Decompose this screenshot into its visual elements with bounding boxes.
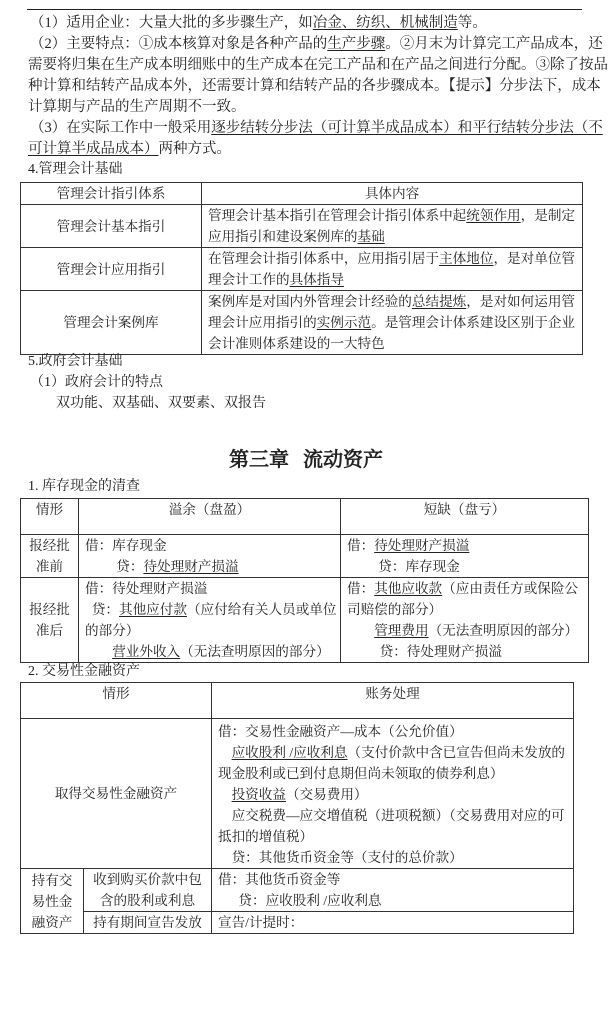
table-row-after-approval bbox=[21, 578, 589, 663]
text-segment: （交易费用） bbox=[285, 787, 368, 802]
sub-case-label bbox=[84, 869, 212, 912]
entry-line bbox=[347, 578, 582, 599]
underlined-term: 营业外收入 bbox=[112, 644, 181, 659]
journal-entry bbox=[212, 869, 574, 912]
content-line bbox=[208, 269, 576, 290]
text-segment: 理会计应用指引的 bbox=[208, 315, 317, 330]
text-segment: 贷：其他货币资金等（支付的总价款） bbox=[231, 850, 463, 865]
entry-line bbox=[85, 556, 334, 577]
text-segment: 贷：待处理财产损溢 bbox=[379, 644, 502, 659]
entry-line bbox=[347, 599, 582, 620]
text-segment: 种计算和结转产品成本外，还需要计算和结转产品的各步骤成本。【提示】分步法下，成本 bbox=[28, 78, 601, 94]
text-segment: 抵扣的增值税） bbox=[218, 829, 314, 844]
table-row bbox=[21, 291, 583, 355]
text-segment: 在管理会计指引体系中，应用指引居于 bbox=[208, 251, 440, 266]
paragraph-applicable bbox=[28, 13, 608, 34]
text-segment: 贷：应收股利 /应收利息 bbox=[238, 893, 382, 908]
entry-line bbox=[218, 869, 567, 890]
table-header-row bbox=[21, 683, 574, 719]
entry-line bbox=[347, 641, 582, 662]
entry-line bbox=[85, 535, 334, 556]
text-segment: 借： bbox=[347, 581, 375, 596]
content-line bbox=[208, 291, 576, 312]
text-segment: 理会计工作的 bbox=[208, 272, 290, 287]
text-segment: 司赔偿的部分） bbox=[347, 602, 443, 617]
text-segment: 借：其他货币资金等 bbox=[218, 872, 341, 887]
text-segment: 。是管理会计体系建设区别于企业 bbox=[371, 315, 576, 330]
entry-line bbox=[218, 805, 567, 826]
label-line: 报经批 bbox=[29, 602, 70, 617]
label-line: 收到购买价款中包 bbox=[93, 872, 202, 887]
header-cell: 管理会计指引体系 bbox=[21, 183, 202, 205]
underlined-term: 其他应收款 bbox=[374, 581, 443, 596]
text-segment: 案例库是对国内外管理会计经验的 bbox=[208, 294, 412, 309]
entry-line bbox=[347, 620, 582, 641]
label-line: 持有交 bbox=[31, 872, 73, 888]
content-line bbox=[208, 226, 576, 247]
text-segment: 需要将归集在生产成本明细账中的生产成本在完工产品和在产品之间进行分配。③除了按品 bbox=[28, 57, 608, 73]
text-segment: 宣告/计提时： bbox=[218, 915, 304, 930]
underlined-term: 主体地位 bbox=[439, 251, 494, 266]
table-row-dividend-declared bbox=[21, 912, 574, 934]
label-line: 准前 bbox=[35, 559, 64, 574]
text-segment: 的部分） bbox=[85, 623, 140, 638]
text-segment: 借：交易性金融资产—成本（公允价值） bbox=[218, 724, 463, 739]
table-row bbox=[21, 248, 583, 291]
header-cell: 情形 bbox=[21, 499, 79, 535]
paragraph-line bbox=[28, 55, 608, 76]
section-title-cash-count: 1. 库存现金的清查 bbox=[28, 479, 140, 494]
text-segment: 借：待处理财产损溢 bbox=[85, 581, 208, 596]
paragraph-line bbox=[28, 76, 608, 97]
text-segment: （无法查明原因的部分） bbox=[428, 623, 579, 638]
row-content bbox=[202, 291, 583, 355]
section-title-management-accounting: 4.管理会计基础 bbox=[28, 162, 123, 177]
subsection-text: 双功能、双基础、双要素、双报告 bbox=[56, 396, 266, 411]
text-segment: ，是制定 bbox=[520, 208, 576, 223]
content-line bbox=[208, 205, 576, 226]
text-segment: 管理会计基本指引在管理会计指引体系中起 bbox=[208, 208, 467, 223]
overage-entry bbox=[79, 535, 341, 578]
header-cell: 短缺（盘亏） bbox=[341, 499, 589, 535]
text-segment: （支付价款中含已宣告但尚未发放的 bbox=[347, 745, 566, 760]
management-accounting-table bbox=[20, 182, 583, 355]
label-line: 融资产 bbox=[31, 914, 73, 930]
text-segment: （应付给有关人员或单位 bbox=[186, 602, 337, 617]
cash-count-table bbox=[20, 498, 589, 663]
entry-line bbox=[347, 556, 582, 577]
underlined-term: 其他应付款 bbox=[118, 602, 187, 617]
text-segment: 应交税费—应交增值税（进项税额）（交易费用对应的可 bbox=[231, 808, 565, 823]
sub-case-label: 持有期间宣告发放 bbox=[84, 912, 212, 934]
text-segment: ，是对如何运用管 bbox=[466, 294, 576, 309]
paragraph-line bbox=[28, 139, 608, 160]
underlined-term: 冶金、纺织、机械制造 bbox=[312, 15, 458, 31]
text-segment: 计算期与产品的生产周期不一致。 bbox=[28, 99, 246, 115]
underlined-term: 投资收益 bbox=[231, 787, 286, 802]
table-row-dividend-received bbox=[21, 869, 574, 912]
text-segment: 。②月末为计算完工产品成本，还 bbox=[385, 36, 603, 52]
underlined-term: 总结提炼 bbox=[411, 294, 467, 309]
text-segment: 会计准则体系建设的一大特色 bbox=[208, 336, 385, 351]
row-name: 管理会计基本指引 bbox=[21, 205, 202, 248]
entry-line bbox=[218, 763, 567, 784]
entry-line bbox=[218, 784, 567, 805]
header-cell: 溢余（盘盈） bbox=[79, 499, 341, 535]
entry-line bbox=[218, 721, 567, 742]
underlined-term: 生产步骤 bbox=[327, 36, 386, 52]
text-segment: （1）适用企业：大量大批的多步骤生产，如 bbox=[30, 15, 313, 31]
trading-assets-table bbox=[20, 682, 574, 934]
journal-entry bbox=[212, 912, 574, 934]
subsection-title: （1）政府会计的特点 bbox=[30, 375, 163, 390]
text-segment: 借： bbox=[347, 538, 375, 553]
intro-section bbox=[28, 13, 608, 160]
header-cell: 账务处理 bbox=[212, 683, 574, 719]
table-header-row bbox=[21, 183, 583, 205]
label-line: 易性金 bbox=[31, 893, 73, 909]
row-content bbox=[202, 248, 583, 291]
content-line bbox=[208, 333, 576, 354]
case-label-holding bbox=[21, 869, 84, 934]
underlined-term: 逐步结转分步法（可计算半成品成本）和平行结转分步法（不 bbox=[211, 120, 603, 136]
entry-line bbox=[85, 578, 334, 599]
underlined-term: 应收股利 /应收利息 bbox=[231, 745, 348, 760]
text-segment: 贷：库存现金 bbox=[378, 559, 460, 574]
text-segment: 借：库存现金 bbox=[85, 538, 167, 553]
entry-line bbox=[218, 742, 567, 763]
underlined-term: 可计算半成品成本） bbox=[28, 141, 159, 157]
entry-line bbox=[85, 641, 334, 662]
paragraph-line bbox=[28, 118, 608, 139]
entry-line bbox=[85, 599, 337, 620]
paragraph-line bbox=[28, 34, 608, 55]
entry-line bbox=[218, 890, 567, 911]
text-segment: 两种方式。 bbox=[158, 141, 231, 157]
content-line bbox=[208, 248, 576, 269]
chapter-title: 第三章 流动资产 bbox=[229, 447, 383, 471]
text-segment: （3）在实际工作中一般采用 bbox=[30, 120, 212, 136]
paragraph-line bbox=[28, 97, 608, 118]
case-label: 取得交易性金融资产 bbox=[21, 719, 212, 869]
table-row bbox=[21, 205, 583, 248]
underlined-term: 具体指导 bbox=[289, 272, 344, 287]
shortage-entry bbox=[341, 535, 589, 578]
shortage-entry bbox=[341, 578, 589, 663]
text-segment: 应用指引和建设案例库的 bbox=[208, 229, 358, 244]
text-segment: （2）主要特点：①成本核算对象是各种产品的 bbox=[30, 36, 328, 52]
text-segment: 贷： bbox=[116, 559, 144, 574]
entry-line bbox=[218, 826, 567, 847]
label-line: 含的股利或利息 bbox=[99, 893, 196, 908]
case-label bbox=[21, 578, 79, 663]
table-header-row bbox=[21, 499, 589, 535]
text-segment: 现金股利或已到付息期但尚未领取的债券利息） bbox=[218, 766, 504, 781]
table-row-acquire bbox=[21, 719, 574, 869]
text-segment: （无法查明原因的部分） bbox=[180, 644, 330, 659]
underlined-term: 实例示范 bbox=[316, 315, 372, 330]
underlined-term: 待处理财产损溢 bbox=[374, 538, 470, 553]
text-segment: （应由责任方或保险公 bbox=[442, 581, 579, 596]
entry-line bbox=[218, 847, 567, 868]
label-line: 准后 bbox=[35, 623, 64, 638]
row-name: 管理会计应用指引 bbox=[21, 248, 202, 291]
entry-line bbox=[218, 912, 567, 933]
entry-line bbox=[347, 535, 582, 556]
paragraph-features bbox=[28, 34, 608, 118]
paragraph-methods bbox=[28, 118, 608, 160]
content-line bbox=[208, 312, 576, 333]
case-label bbox=[21, 535, 79, 578]
table-row-before-approval bbox=[21, 535, 589, 578]
underlined-term: 统领作用 bbox=[466, 208, 521, 223]
top-rule bbox=[27, 9, 582, 10]
underlined-term: 待处理财产损溢 bbox=[143, 559, 239, 574]
underlined-term: 管理费用 bbox=[374, 623, 429, 638]
text-segment: ，是对单位管 bbox=[493, 251, 576, 266]
section-title-government-accounting: 5.政府会计基础 bbox=[28, 354, 123, 369]
section-title-trading-assets: 2. 交易性金融资产 bbox=[28, 664, 140, 679]
header-cell: 具体内容 bbox=[202, 183, 583, 205]
journal-entry bbox=[212, 719, 574, 869]
row-name: 管理会计案例库 bbox=[21, 291, 202, 355]
header-cell: 情形 bbox=[21, 683, 212, 719]
text-segment: 等。 bbox=[457, 15, 487, 31]
text-segment: 贷： bbox=[91, 602, 119, 617]
label-line: 报经批 bbox=[29, 538, 70, 553]
overage-entry bbox=[79, 578, 341, 663]
row-content bbox=[202, 205, 583, 248]
underlined-term: 基础 bbox=[357, 229, 385, 244]
entry-line bbox=[85, 620, 334, 641]
